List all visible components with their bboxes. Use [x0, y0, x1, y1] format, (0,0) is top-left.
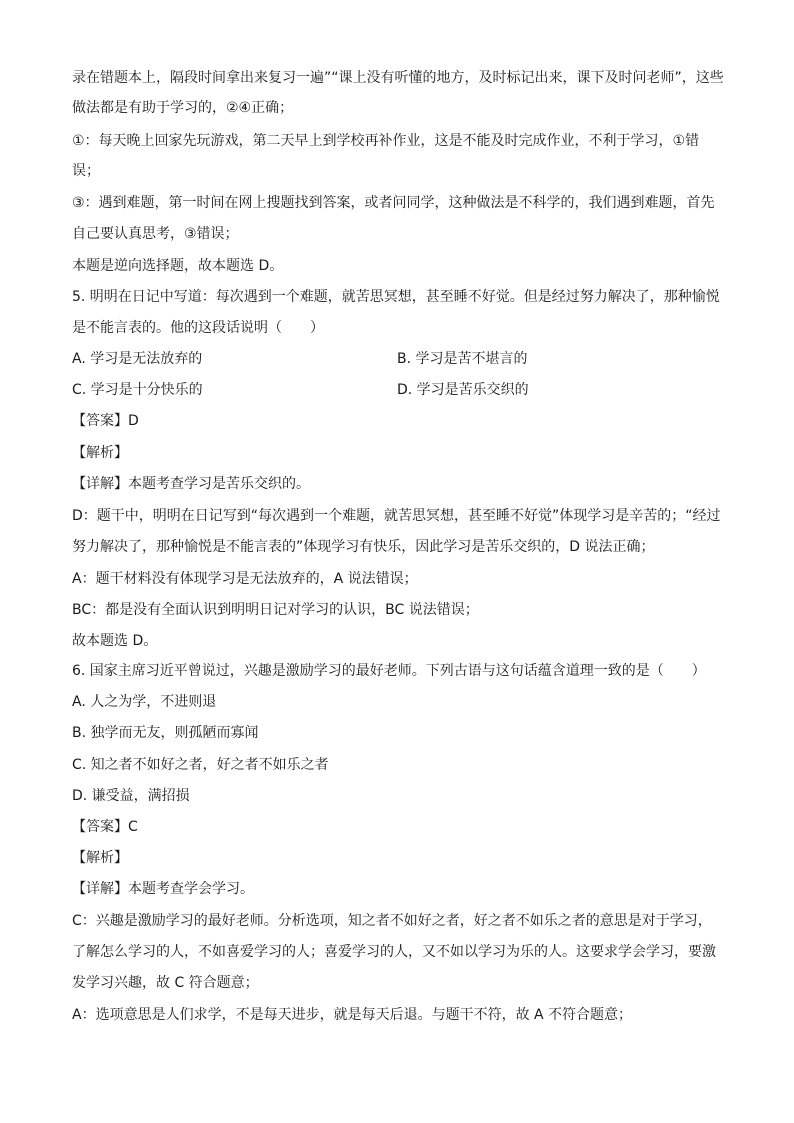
analysis-label: 【解析】 — [72, 850, 128, 866]
analysis-label: 【解析】 — [72, 445, 128, 461]
question-6-option-b: B. 独学而无友，则孤陋而寡闻 — [72, 725, 259, 741]
question-5-option-c: C. 学习是十分快乐的 — [72, 382, 203, 398]
text-line: 了解怎么学习的人，不如喜爱学习的人；喜爱学习的人，又不如以学习为乐的人。这要求学会学习，要激 — [72, 944, 716, 960]
question-6-option-d: D. 谦受益，满招损 — [72, 788, 190, 804]
text-line: C：兴趣是激励学习的最好老师。分析选项，知之者不如好之者，好之者不如乐之者的意思是对于学习， — [72, 913, 712, 929]
text-line: ①：每天晚上回家先玩游戏，第二天早上到学校再补作业，这是不能及时完成作业，不利于学习，①错 — [72, 133, 700, 149]
text-line: 做法都是有助于学习的，②④正确； — [72, 100, 294, 116]
detail-line: 【详解】本题考查学会学习。 — [72, 881, 254, 897]
text-line: 本题是逆向选择题，故本题选 D。 — [72, 258, 284, 274]
question-6-stem: 6. 国家主席习近平曾说过，兴趣是激励学习的最好老师。下列古语与这句话蕴含道理一致的是（ ） — [72, 663, 706, 679]
text-line: ③：遇到难题，第一时间在网上搜题找到答案，或者问同学，这种做法是不科学的，我们遇到难题，首先 — [72, 195, 715, 211]
answer-label: 【答案】D — [72, 413, 139, 429]
question-6-option-a: A. 人之为学，不进则退 — [72, 694, 217, 710]
question-5-option-a: A. 学习是无法放弃的 — [72, 351, 203, 367]
text-line: 误； — [72, 163, 100, 179]
text-line: 录在错题本上，隔段时间拿出来复习一遍”“课上没有听懂的地方，及时标记出来，课下及时问老师”，这些 — [72, 70, 724, 86]
text-line: 自己要认真思考，③错误； — [72, 226, 239, 242]
question-5-option-b: B. 学习是苦不堪言的 — [397, 351, 528, 367]
question-5-option-d: D. 学习是苦乐交织的 — [397, 382, 529, 398]
text-line: 发学习兴趣，故 C 符合题意； — [72, 975, 259, 991]
text-line: 努力解决了，那种愉悦是不能言表的”体现学习有快乐，因此学习是苦乐交织的，D 说法正确； — [72, 539, 655, 555]
text-line: 故本题选 D。 — [72, 633, 158, 649]
question-5-stem: 5. 明明在日记中写道：每次遇到一个难题，就苦思冥想，甚至睡不好觉。但是经过努力解决了，那种愉悦 — [72, 289, 720, 305]
text-line: BC：都是没有全面认识到明明日记对学习的认识，BC 说法错误； — [72, 602, 479, 618]
answer-label: 【答案】C — [72, 819, 138, 835]
question-5-stem: 是不能言表的。他的这段话说明（ ） — [72, 320, 324, 336]
text-line: D：题干中，明明在日记写到“每次遇到一个难题，就苦思冥想，甚至睡不好觉”体现学习是辛苦的；“经过 — [72, 508, 721, 524]
text-line: A：选项意思是人们求学，不是每天进步，就是每天后退。与题干不符，故 A 不符合题意； — [72, 1007, 633, 1023]
question-6-option-c: C. 知之者不如好之者，好之者不如乐之者 — [72, 757, 329, 773]
text-line: A：题干材料没有体现学习是无法放弃的，A 说法错误； — [72, 571, 418, 587]
detail-line: 【详解】本题考查学习是苦乐交织的。 — [72, 476, 310, 492]
